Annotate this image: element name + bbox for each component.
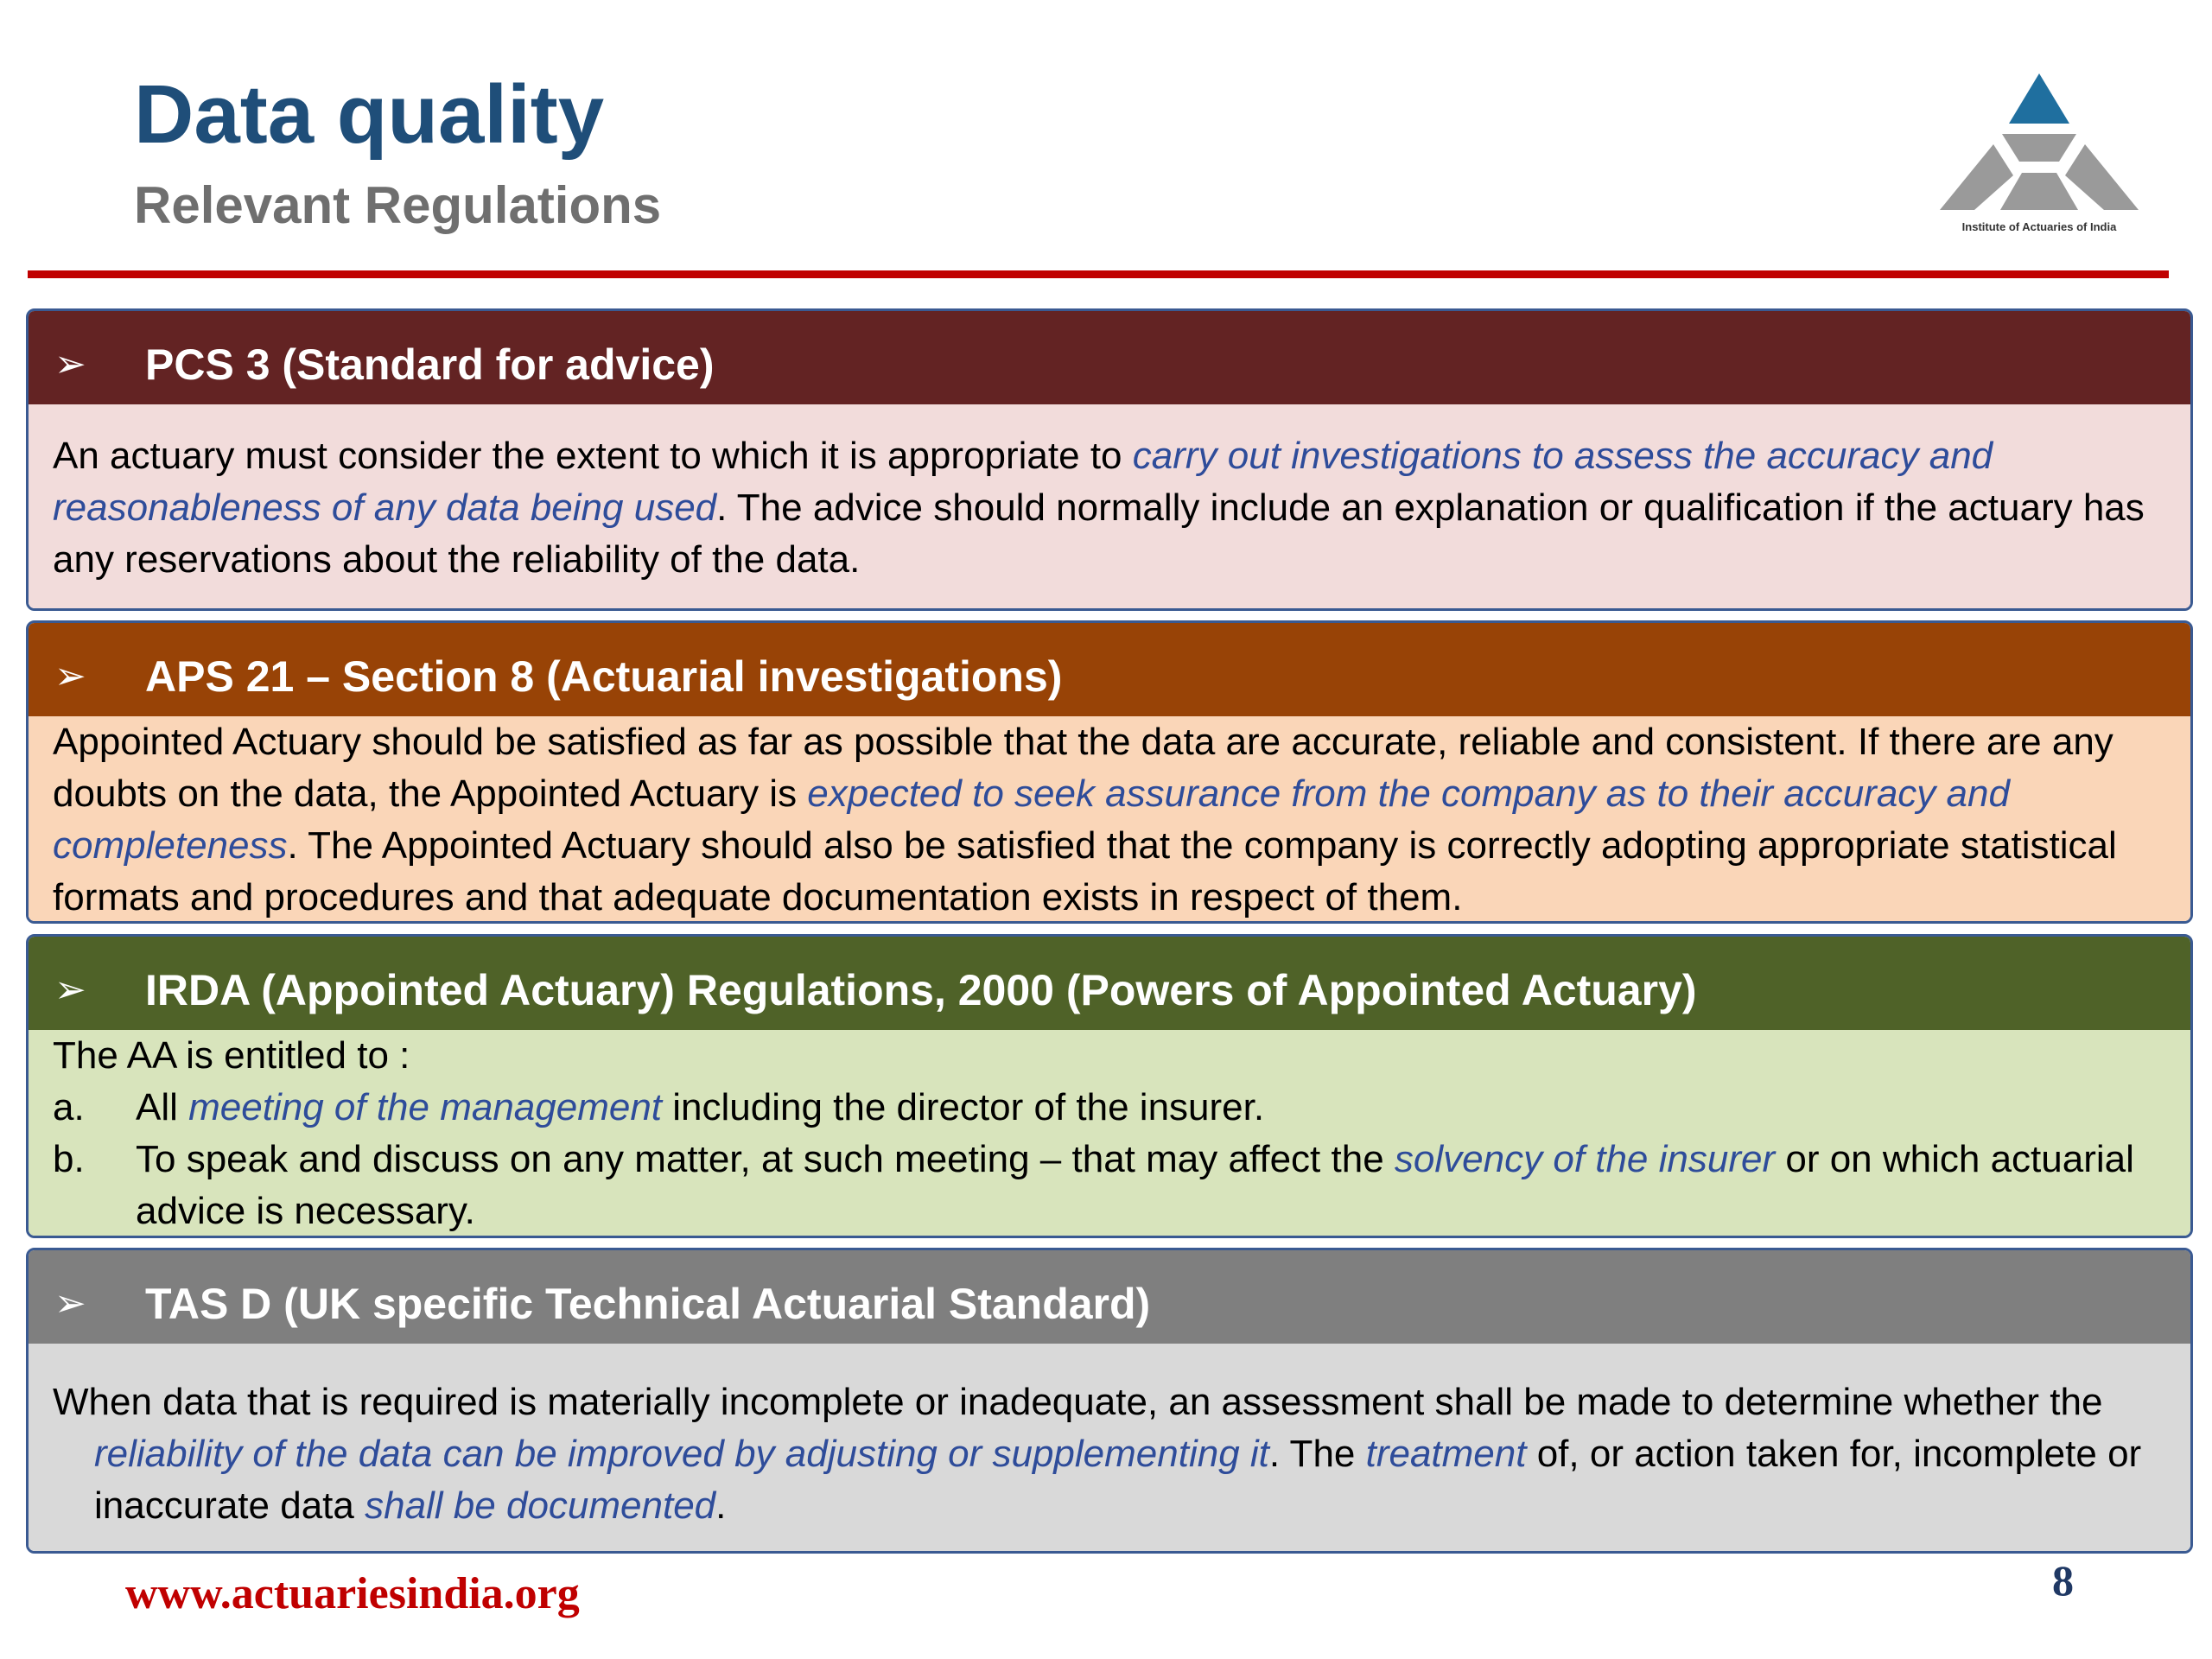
body-text: All — [136, 1086, 189, 1128]
arrowhead-bullet-icon: ➢ — [54, 968, 86, 1012]
footer-url-link[interactable]: www.actuariesindia.org — [125, 1569, 580, 1618]
body-text: Appointed Actuary should be satisfied as far as possible that the data are accurate, reliable and consistent. If there are any doubts on the data, the Appointed Actuary is — [53, 721, 2113, 815]
page-number: 8 — [2052, 1556, 2074, 1605]
arrowhead-bullet-icon: ➢ — [54, 1281, 86, 1325]
section-body — [29, 1344, 2190, 1554]
header-divider — [28, 270, 2169, 278]
page-title: Data quality — [134, 68, 605, 161]
page-subtitle: Relevant Regulations — [134, 176, 662, 234]
section-heading-text: APS 21 – Section 8 (Actuarial investigations) — [145, 652, 1063, 701]
list-item — [53, 1134, 2166, 1237]
emphasis-text: expected to seek assurance from the company as to their accuracy and completeness — [53, 772, 2010, 867]
body-text: . — [715, 1484, 727, 1527]
section-body — [29, 716, 2190, 924]
arrowhead-bullet-icon: ➢ — [54, 654, 86, 698]
body-text: including the director of the insurer. — [662, 1086, 1265, 1128]
section-tasd — [26, 1248, 2193, 1554]
section-heading — [29, 623, 2190, 716]
body-text: When data that is required is materially incomplete or inadequate, an assessment shall be made to determine whether the — [53, 1381, 2103, 1423]
section-heading-text: IRDA (Appointed Actuary) Regulations, 2000 (Powers of Appointed Actuary) — [145, 966, 1697, 1014]
list-intro: The AA is entitled to : — [53, 1034, 410, 1077]
section-body — [29, 1030, 2190, 1238]
emphasis-text: meeting of the management — [188, 1086, 663, 1128]
section-heading-text: TAS D (UK specific Technical Actuarial Standard) — [145, 1280, 1151, 1328]
section-heading — [29, 937, 2190, 1030]
section-pcs3 — [26, 308, 2193, 611]
emphasis-text: reliability of the data can be improved by adjusting or supplementing it — [94, 1433, 1269, 1475]
body-text: . The — [1268, 1433, 1366, 1475]
body-text: or on which actuarial advice is necessary. — [136, 1138, 2134, 1232]
list-marker: b. — [53, 1138, 85, 1180]
arrowhead-bullet-icon: ➢ — [54, 342, 86, 386]
section-aps21 — [26, 620, 2193, 924]
body-text: . The advice should normally include an explanation or qualification if the actuary has any reservations about the reliability of the data. — [53, 486, 2145, 581]
body-text: To speak and discuss on any matter, at such meeting – that may affect the — [136, 1138, 1395, 1180]
section-irda — [26, 934, 2193, 1238]
emphasis-text: treatment — [1365, 1433, 1527, 1475]
logo-caption: Institute of Actuaries of India — [1961, 220, 2117, 233]
emphasis-text: shall be documented — [365, 1484, 716, 1527]
list-marker: a. — [53, 1086, 85, 1128]
body-text: An actuary must consider the extent to which it is appropriate to — [53, 435, 1133, 477]
body-text: of, or action taken for, incomplete or inaccurate data — [94, 1433, 2142, 1527]
body-paragraph — [53, 1376, 2166, 1532]
emphasis-text: solvency of the insurer — [1394, 1138, 1776, 1180]
body-text: . The Appointed Actuary should also be satisfied that the company is correctly adopting appropriate statistical formats and procedures and that adequate documentation exists in respect of them. — [53, 824, 2117, 918]
list-item — [53, 1082, 2166, 1134]
section-heading-text: PCS 3 (Standard for advice) — [145, 340, 715, 389]
section-heading — [29, 1250, 2190, 1344]
emphasis-text: carry out investigations to assess the accuracy and reasonableness of any data being used — [53, 435, 1993, 529]
section-body — [29, 404, 2190, 611]
section-heading — [29, 311, 2190, 404]
